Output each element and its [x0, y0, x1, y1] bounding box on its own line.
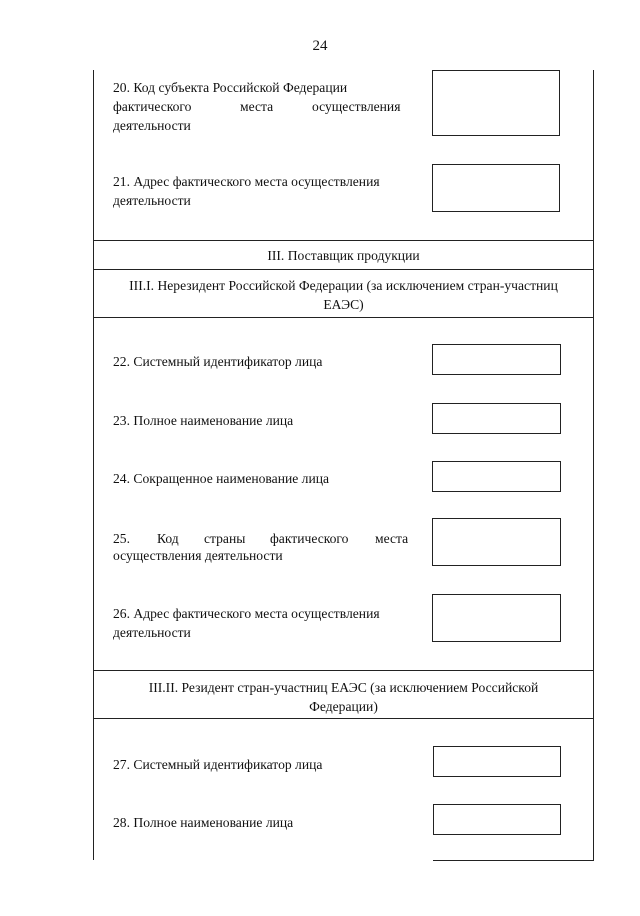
- field-28-input-box[interactable]: [433, 804, 561, 835]
- field-24-input-box[interactable]: [432, 461, 561, 492]
- field-23-input-box[interactable]: [432, 403, 561, 434]
- field-23-label: 23. Полное наименование лица: [113, 413, 294, 428]
- section-iii-heading: III. Поставщик продукции: [267, 248, 420, 263]
- divider-after-section-iii: [93, 269, 594, 270]
- field-26-input-box[interactable]: [432, 594, 561, 642]
- field-21-input-box[interactable]: [432, 164, 560, 212]
- field-27-label: 27. Системный идентификатор лица: [113, 757, 323, 772]
- divider-before-section-iii-2: [93, 670, 594, 671]
- field-24-label: 24. Сокращенное наименование лица: [113, 471, 330, 486]
- field-22-label: 22. Системный идентификатор лица: [113, 354, 323, 369]
- divider-before-section-iii: [93, 240, 594, 241]
- divider-after-section-iii-1: [93, 317, 594, 318]
- field-20-input-box[interactable]: [432, 70, 560, 136]
- page-number: 24: [312, 38, 328, 54]
- field-22-input-box[interactable]: [432, 344, 561, 375]
- table-right-border: [593, 70, 594, 860]
- field-27-input-box[interactable]: [433, 746, 561, 777]
- field-28-label: 28. Полное наименование лица: [113, 815, 294, 830]
- divider-after-section-iii-2: [93, 718, 594, 719]
- field-25-input-box[interactable]: [432, 518, 561, 566]
- table-left-border: [93, 70, 94, 860]
- table-bottom-line: [433, 860, 594, 861]
